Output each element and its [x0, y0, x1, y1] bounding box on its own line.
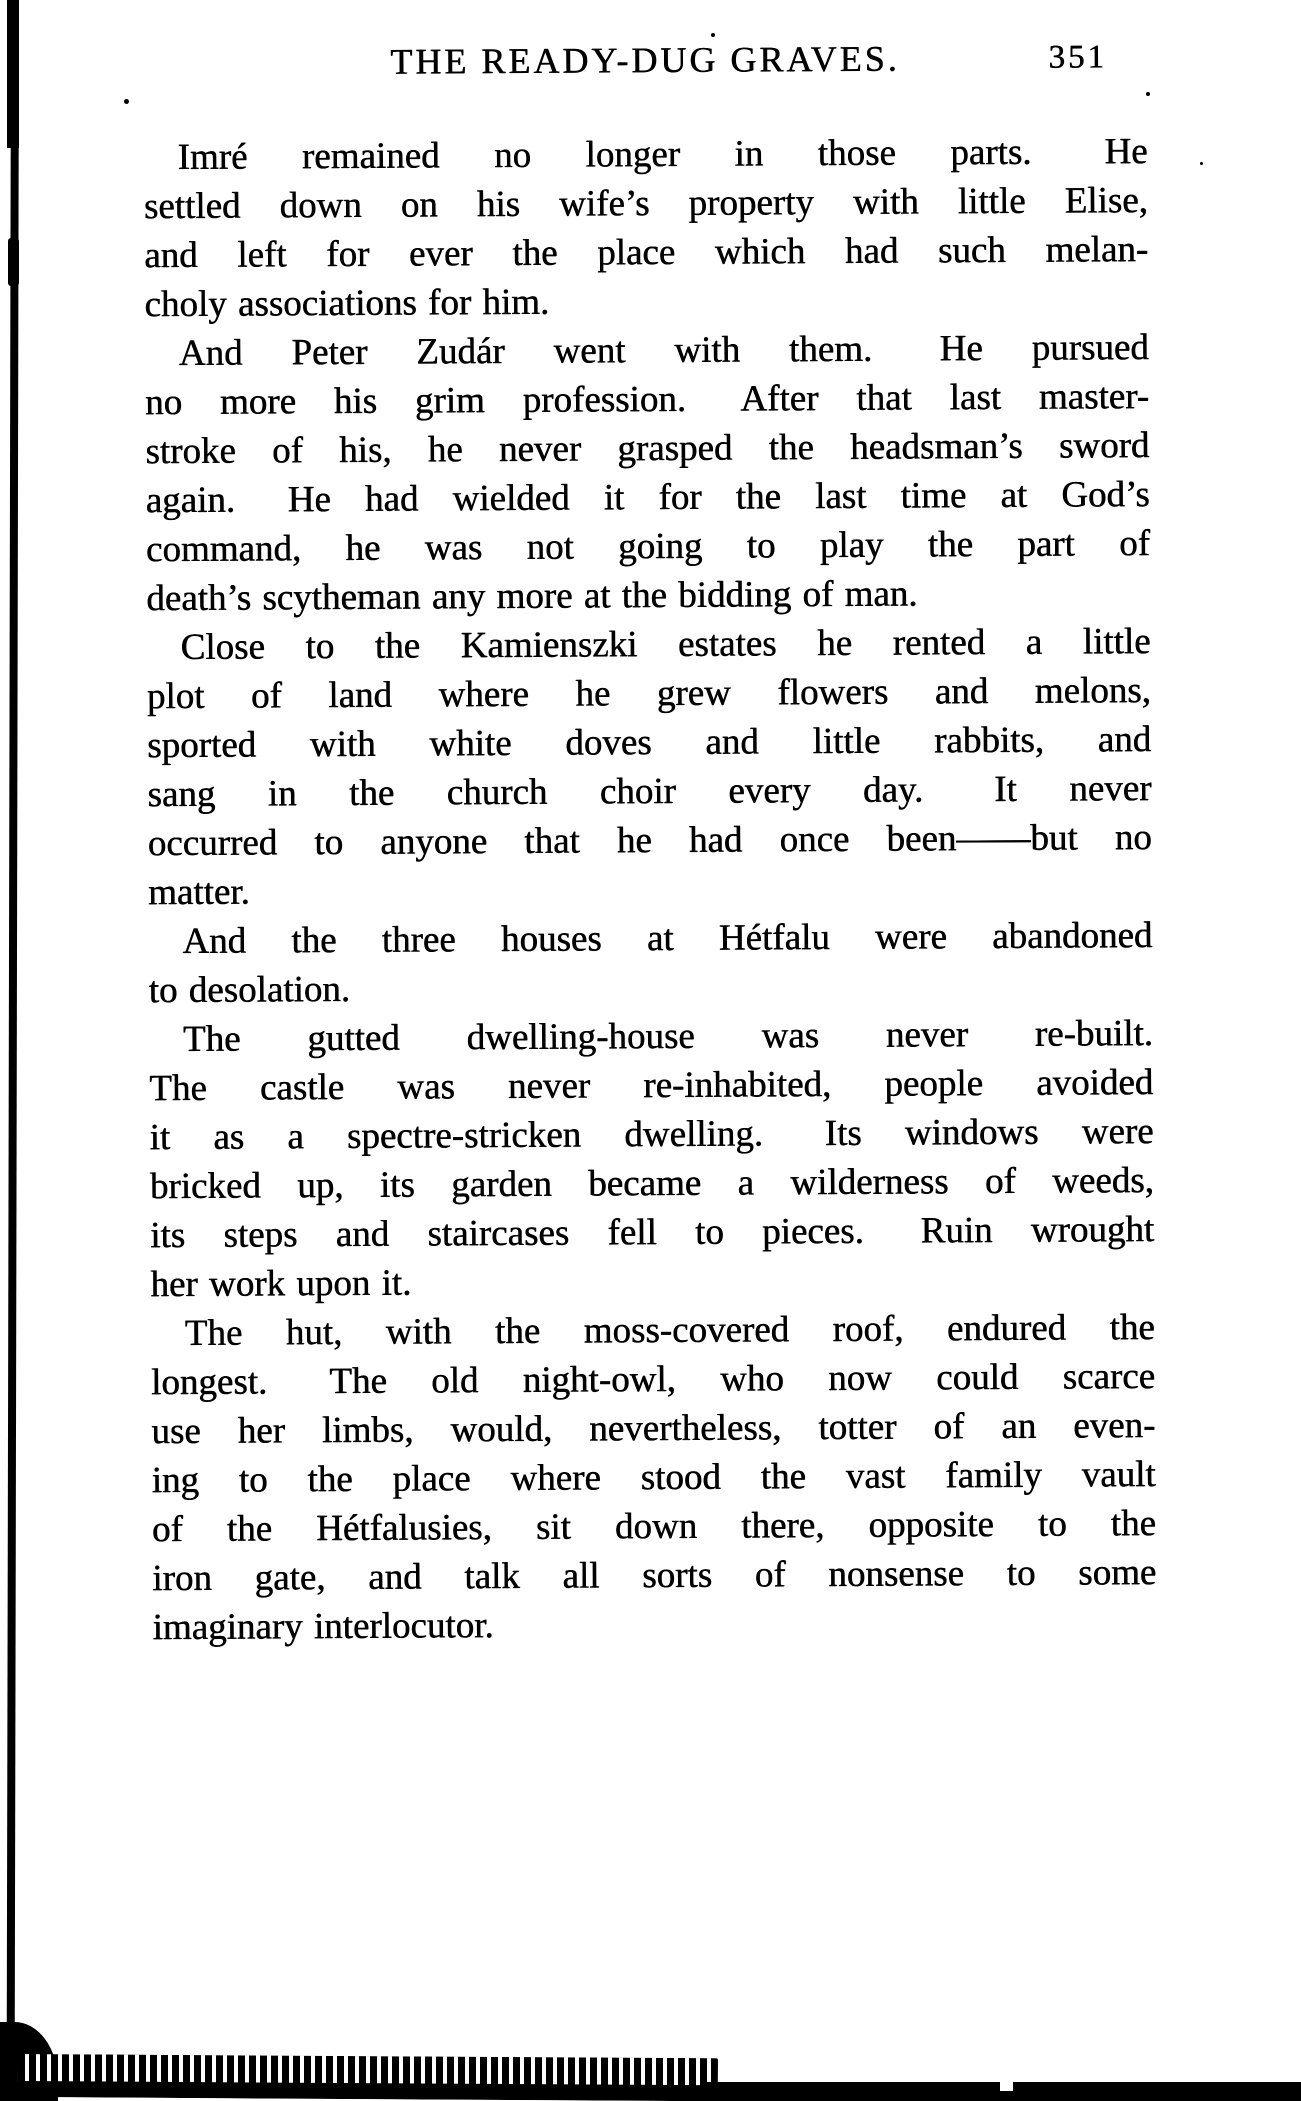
page-number: 351 — [1048, 39, 1108, 76]
text-line: its steps and staircases fell to pieces. Ruin wrought — [150, 1208, 1155, 1257]
text-line: iron gate, and talk all sorts of nonsense to some — [152, 1551, 1157, 1600]
text-line: The castle was never re-inhabited, people avoided — [149, 1061, 1154, 1110]
ink-speck — [1146, 92, 1150, 96]
text-line: command, he was not going to play the part of — [145, 522, 1151, 571]
text-line: matter. — [147, 871, 250, 914]
ink-speck — [1200, 162, 1203, 165]
text-line: and left for ever the place which had such melan- — [144, 228, 1149, 277]
scan-gutter-line-thick-top — [7, 0, 19, 148]
text-block — [143, 127, 1156, 1652]
text-line: Close to the Kamienszki estates he rented a little — [180, 620, 1151, 668]
text-line: to desolation. — [148, 968, 351, 1012]
ink-speck — [711, 33, 715, 37]
text-line: it as a spectre-stricken dwelling. Its windows were — [149, 1110, 1154, 1159]
running-header — [143, 36, 1147, 86]
text-line: sang in the church choir every day. It never — [147, 767, 1152, 816]
text-line: bricked up, its garden became a wilderness of weeds, — [149, 1159, 1154, 1208]
text-line: plot of land where he grew flowers and melons, — [146, 669, 1151, 718]
text-line: longest. The old night-owl, who now could scarce — [150, 1355, 1156, 1404]
page-title: THE READY-DUG GRAVES. — [390, 38, 900, 82]
text-line: choly associations for him. — [144, 281, 550, 326]
text-line: Imré remained no longer in those parts. He — [177, 130, 1148, 178]
scan-bottom-bar-notch — [1000, 2082, 1013, 2091]
text-line: And Peter Zudár went with them. He pursued — [178, 326, 1149, 374]
text-line: imaginary interlocutor. — [152, 1604, 494, 1649]
text-line: death’s scytheman any more at the bidding of man. — [146, 573, 918, 620]
text-line: no more his grim profession. After that last master- — [144, 375, 1150, 424]
text-line: The gutted dwelling-house was never re-built. — [182, 1012, 1154, 1060]
ink-speck — [124, 99, 129, 104]
text-line: ing to the place where stood the vast family vault — [151, 1453, 1156, 1502]
scan-gutter-line-thick-mid — [8, 238, 19, 286]
text-line: stroke of his, he never grasped the headsman’s sword — [145, 424, 1150, 473]
text-line: And the three houses at Hétfalu were abandoned — [182, 914, 1153, 962]
text-line: sported with white doves and little rabbits, and — [147, 718, 1152, 767]
text-line: of the Hétfalusies, sit down there, opposite to the — [151, 1502, 1157, 1551]
text-line: occurred to anyone that he had once been——but no — [147, 816, 1152, 865]
text-line: use her limbs, would, nevertheless, totter of an even- — [151, 1404, 1156, 1453]
text-line: again. He had wielded it for the last time at God’s — [145, 473, 1150, 522]
text-line: settled down on his wife’s property with little Elise, — [143, 179, 1148, 228]
scan-bottom-tick-band — [18, 2054, 718, 2101]
text-line: The hut, with the moss-covered roof, endured the — [184, 1306, 1155, 1354]
text-line: her work upon it. — [150, 1262, 412, 1306]
